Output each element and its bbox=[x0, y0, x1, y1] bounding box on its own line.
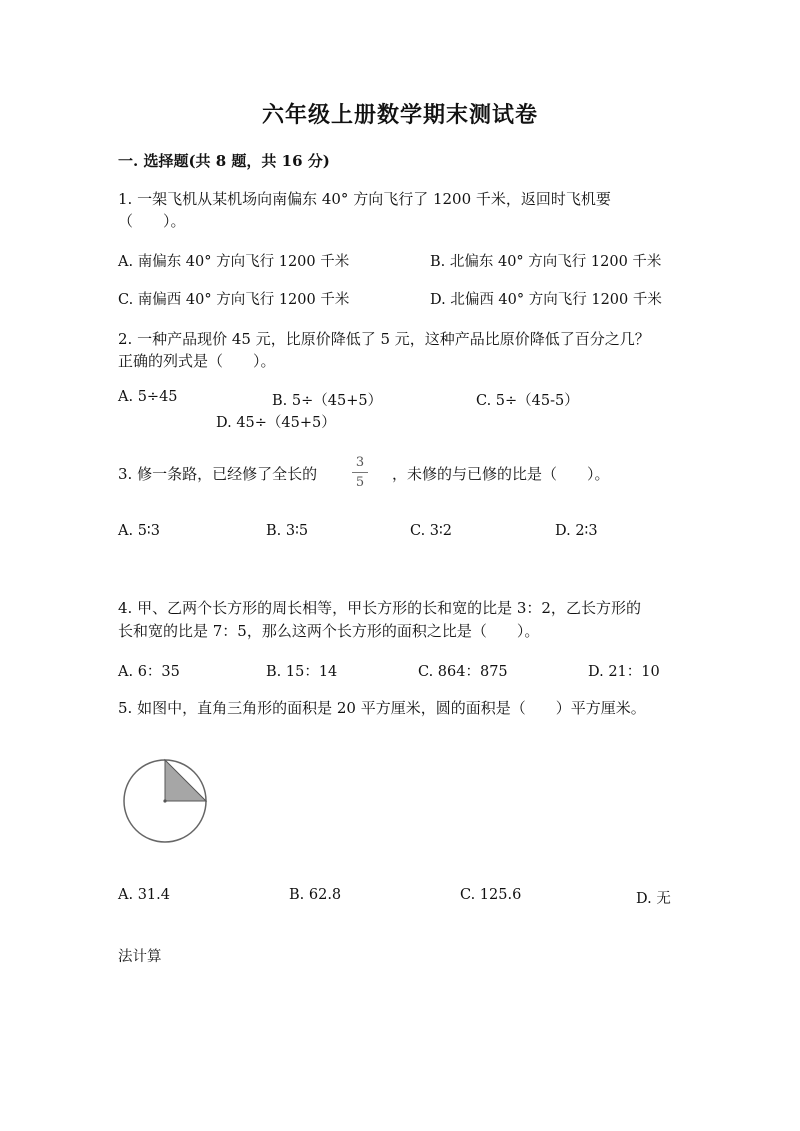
question-2-option-c: C. 5÷（45-5） bbox=[476, 393, 579, 409]
question-1-option-a: A. 南偏东 40° 方向飞行 1200 千米 bbox=[118, 254, 350, 270]
question-5-option-b: B. 62.8 bbox=[289, 887, 342, 903]
circle-center-dot bbox=[163, 799, 166, 802]
fraction-denominator: 5 bbox=[355, 475, 365, 490]
page-title: 六年级上册数学期末测试卷 bbox=[261, 102, 538, 128]
question-4-line-1: 4. 甲、乙两个长方形的周长相等，甲长方形的长和宽的比是 3：2，乙长方形的 bbox=[118, 599, 641, 617]
question-3-option-d: D. 2∶3 bbox=[555, 523, 598, 539]
question-4-line-2: 长和宽的比是 7：5，那么这两个长方形的面积之比是（ ）。 bbox=[118, 622, 540, 640]
question-5-option-d-continued: 法计算 bbox=[118, 949, 162, 965]
question-4-option-c: C. 864：875 bbox=[418, 664, 508, 680]
question-3-text-before: 3. 修一条路，已经修了全长的 bbox=[118, 465, 318, 483]
question-3-option-b: B. 3∶5 bbox=[266, 523, 309, 539]
question-4-option-d: D. 21：10 bbox=[588, 664, 660, 680]
question-2-option-d: D. 45÷（45+5） bbox=[216, 415, 336, 431]
question-1-line-2: （ ）。 bbox=[118, 212, 186, 230]
question-4-option-b: B. 15：14 bbox=[266, 664, 338, 680]
question-1-option-b: B. 北偏东 40° 方向飞行 1200 千米 bbox=[430, 254, 662, 270]
question-3-text-after: ，未修的与已修的比是（ ）。 bbox=[392, 465, 610, 483]
fraction-numerator: 3 bbox=[355, 455, 365, 470]
question-2-line-1: 2. 一种产品现价 45 元，比原价降低了 5 元，这种产品比原价降低了百分之几？ bbox=[118, 330, 650, 348]
question-5-line-1: 5. 如图中，直角三角形的面积是 20 平方厘米，圆的面积是（ ）平方厘米。 bbox=[118, 699, 646, 717]
question-1-option-d: D. 北偏西 40° 方向飞行 1200 千米 bbox=[430, 292, 662, 308]
question-1-line-1: 1. 一架飞机从某机场向南偏东 40° 方向飞行了 1200 千米，返回时飞机要 bbox=[118, 190, 611, 208]
question-2-option-b: B. 5÷（45+5） bbox=[272, 393, 383, 409]
question-4-option-a: A. 6：35 bbox=[118, 664, 180, 680]
section-heading: 一. 选择题(共 8 题，共 16 分) bbox=[118, 152, 330, 170]
question-2-line-2: 正确的列式是（ ）。 bbox=[118, 352, 276, 370]
question-3-option-a: A. 5∶3 bbox=[118, 523, 160, 539]
question-3-fraction bbox=[352, 456, 368, 489]
question-2-option-a: A. 5÷45 bbox=[118, 389, 178, 405]
question-1-option-c: C. 南偏西 40° 方向飞行 1200 千米 bbox=[118, 292, 350, 308]
question-3-option-c: C. 3∶2 bbox=[410, 523, 453, 539]
question-5-option-c: C. 125.6 bbox=[460, 887, 522, 903]
question-5-option-d: D. 无 bbox=[636, 891, 671, 907]
circle-triangle-figure bbox=[118, 755, 218, 855]
question-5-option-a: A. 31.4 bbox=[118, 887, 170, 903]
